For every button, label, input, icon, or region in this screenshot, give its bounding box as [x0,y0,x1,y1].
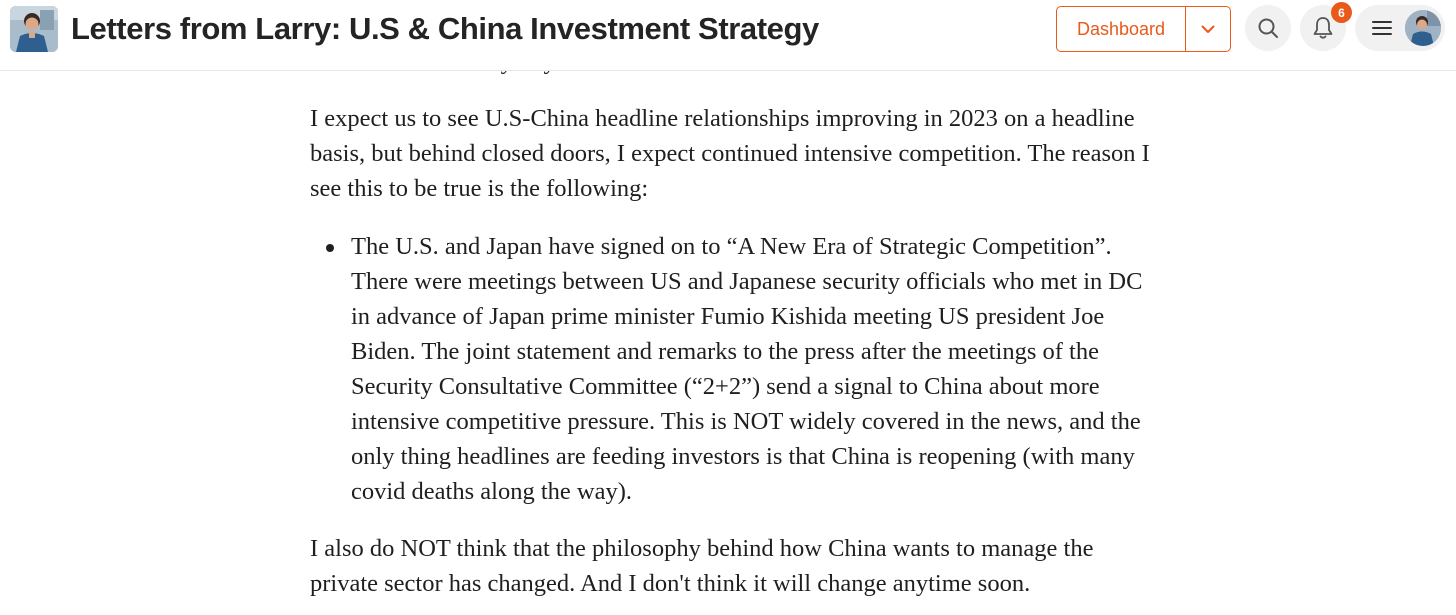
chevron-down-icon [1201,25,1215,34]
hamburger-menu-icon [1372,19,1392,37]
article-paragraph: I also do NOT think that the philosophy behind how China wants to manage the private sector has changed. And I don't think it will change anytime soon. [310,535,1094,597]
user-menu-button[interactable] [1355,5,1445,51]
bullet-list [310,229,1160,509]
list-item-text: The U.S. and Japan have signed on to “A New Era of Strategic Competition”. There were meetings between US and Japanese security officials who met in DC in advance of Japan prime minister Fumio Kishida meeting US president Joe Biden. The joint statement and remarks to the press after the meetings of the Security Consultative Committee (“2+2”) send a signal to China about more intensive competitive pressure. This is NOT widely covered in the news, and the only thing headlines are feeding investors is that China is reopening (with many covid deaths along the way). [351,233,1143,505]
dashboard-button[interactable]: Dashboard [1057,7,1186,51]
bell-icon [1312,16,1334,40]
search-button[interactable] [1245,5,1291,51]
list-item [310,229,1160,509]
publication-logo[interactable] [10,6,58,52]
dashboard-dropdown-button[interactable] [1186,7,1230,51]
publication-title[interactable]: Letters from Larry: U.S & China Investment Strategy [71,11,819,46]
article-paragraph: I expect us to see U.S-China headline relationships improving in 2023 on a headline basis, but behind closed doors, I expect continued intensive competition. The reason I see this to be true is the following: [310,105,1150,202]
dashboard-button-group [1056,6,1231,52]
notification-count-badge: 6 [1331,2,1352,23]
bullet-point-marker [326,244,334,252]
top-navigation-bar [0,0,1456,71]
search-icon [1257,17,1279,39]
user-avatar[interactable] [1405,10,1441,46]
